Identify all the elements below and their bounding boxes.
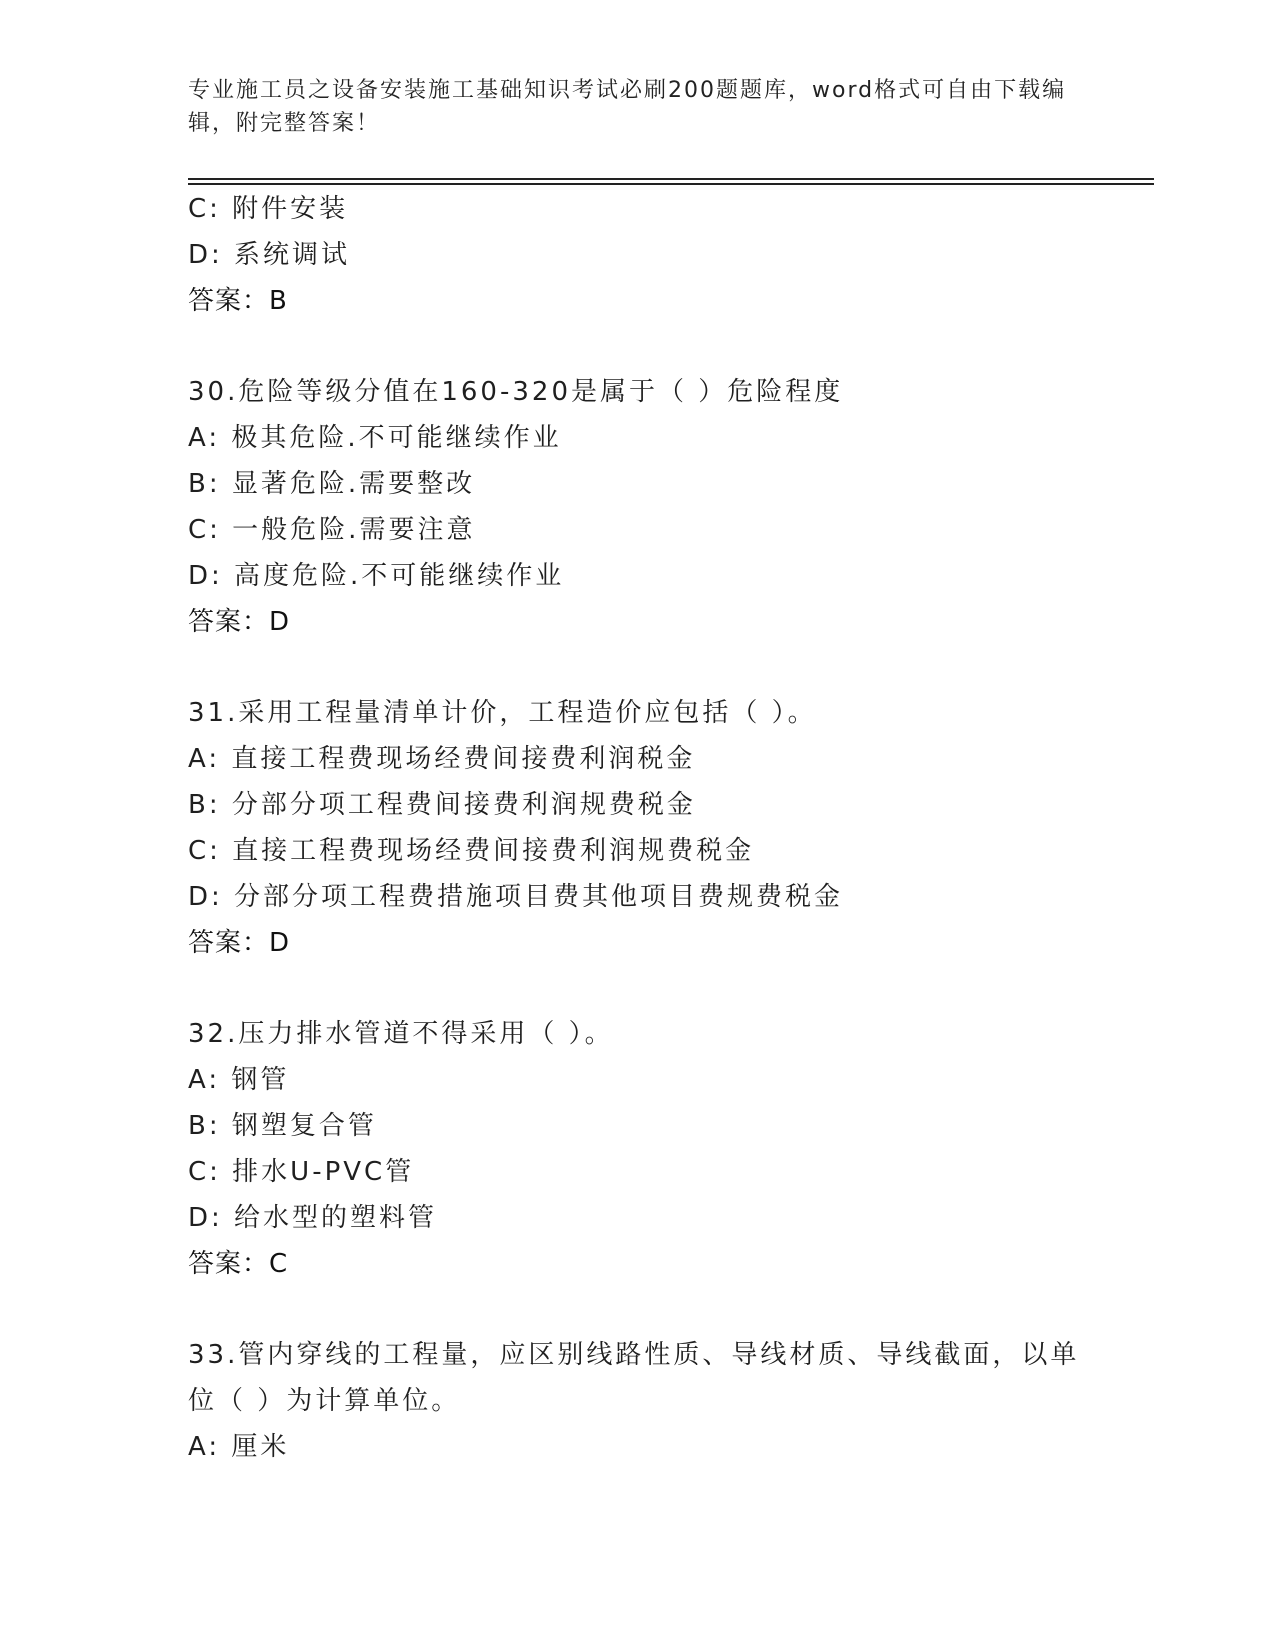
question-30: [188, 369, 1128, 645]
option-a: A: 极其危险.不可能继续作业: [188, 423, 562, 453]
option-c: C: 附件安装: [188, 194, 349, 224]
header-divider-top: [188, 178, 1154, 180]
option-c: C: 一般危险.需要注意: [188, 515, 476, 545]
question-fragment: [188, 186, 1128, 324]
question-31: [188, 690, 1128, 966]
answer-line: 答案：D: [188, 928, 291, 958]
option-a: A: 钢管: [188, 1065, 290, 1095]
option-c: C: 排水U-PVC管: [188, 1157, 415, 1187]
question-list: [188, 186, 1128, 1470]
option-a: A: 厘米: [188, 1432, 290, 1462]
answer-line: 答案：C: [188, 1249, 289, 1279]
question-stem: 30.危险等级分值在160-320是属于（ ）危险程度: [188, 377, 844, 407]
answer-line: 答案：B: [188, 286, 288, 316]
question-33: [188, 1332, 1128, 1470]
header-divider-bottom: [188, 183, 1154, 185]
option-b: B: 钢塑复合管: [188, 1111, 377, 1141]
option-b: B: 显著危险.需要整改: [188, 469, 476, 499]
answer-line: 答案：D: [188, 607, 291, 637]
option-b: B: 分部分项工程费间接费利润规费税金: [188, 790, 696, 820]
option-d: D: 给水型的塑料管: [188, 1203, 438, 1233]
question-32: [188, 1011, 1128, 1287]
option-d: D: 高度危险.不可能继续作业: [188, 561, 565, 591]
option-c: C: 直接工程费现场经费间接费利润规费税金: [188, 836, 755, 866]
document-header: 专业施工员之设备安装施工基础知识考试必刷200题题库，word格式可自由下载编辑，附完整答案！: [188, 78, 1067, 136]
question-stem: 33.管内穿线的工程量，应区别线路性质、导线材质、导线截面，以单位（ ）为计算单位。: [188, 1340, 1080, 1416]
question-stem: 32.压力排水管道不得采用（ ）。: [188, 1019, 614, 1049]
option-d: D: 分部分项工程费措施项目费其他项目费规费税金: [188, 882, 844, 912]
option-a: A: 直接工程费现场经费间接费利润税金: [188, 744, 696, 774]
question-stem: 31.采用工程量清单计价，工程造价应包括（ ）。: [188, 698, 817, 728]
option-d: D: 系统调试: [188, 240, 351, 270]
